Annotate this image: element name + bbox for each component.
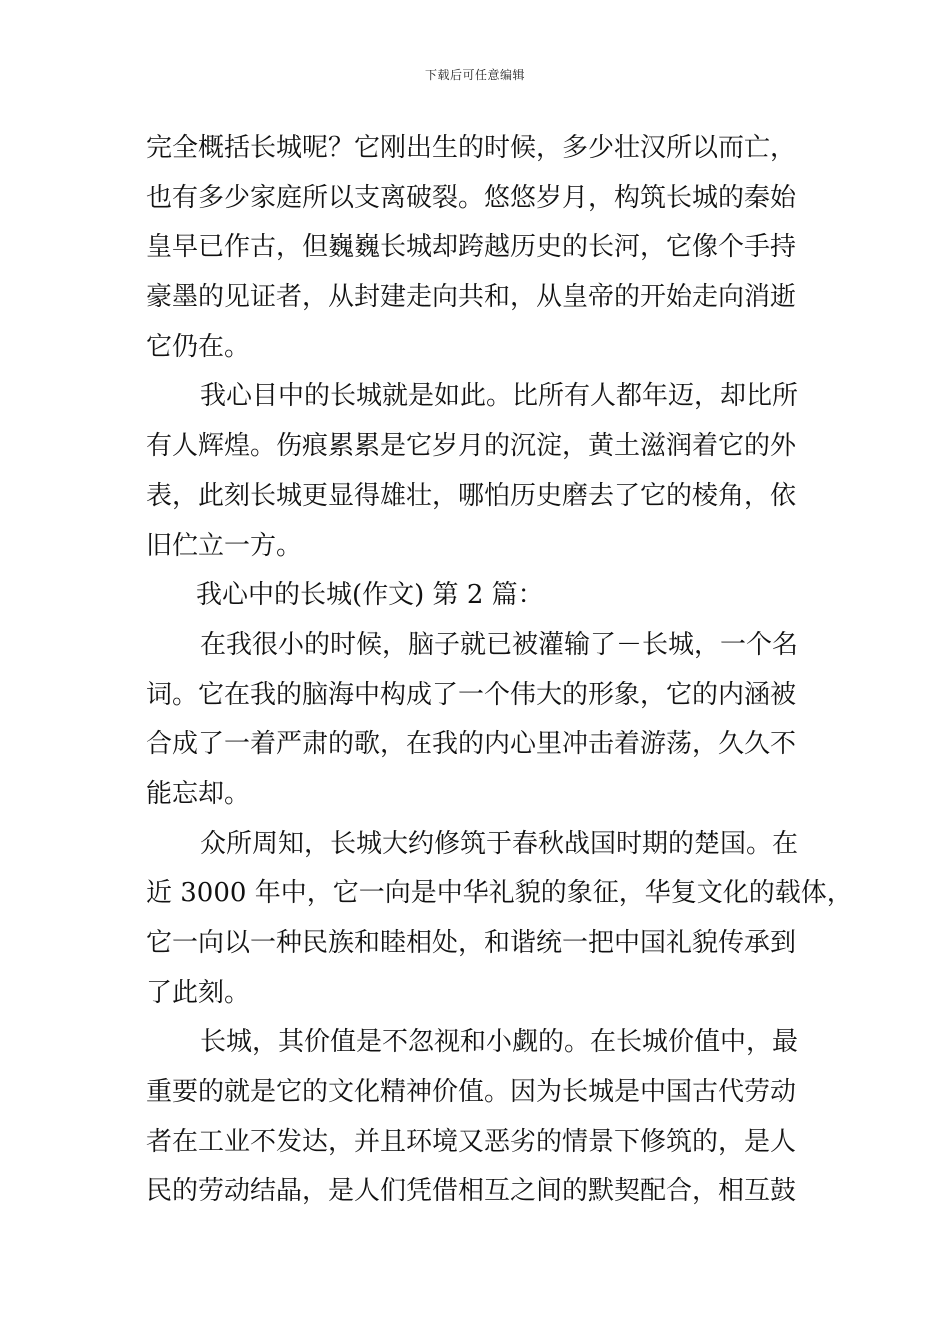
text-line: 也有多少家庭所以支离破裂。悠悠岁月，构筑长城的秦始: [146, 182, 797, 213]
paragraph-first-line: 众所周知，长城大约修筑于春秋战国时期的楚国。在: [200, 828, 799, 859]
text-line: 豪墨的见证者，从封建走向共和，从皇帝的开始走向消逝: [146, 282, 797, 313]
text-line: 者在工业不发达，并且环境又恶劣的情景下修筑的，是人: [146, 1126, 797, 1157]
text-line: 皇早已作古，但巍巍长城却跨越历史的长河，它像个手持: [146, 232, 797, 263]
text-line: 有人辉煌。伤痕累累是它岁月的沉淀，黄土滋润着它的外: [146, 431, 797, 462]
page-header: 下载后可任意编辑: [424, 68, 525, 82]
text-line: 合成了一着严肃的歌，在我的内心里冲击着游荡，久久不: [146, 729, 797, 760]
text-line: 了此刻。: [146, 977, 251, 1008]
section-heading: 我心中的长城(作文) 第 2 篇：: [196, 580, 544, 611]
text-line: 完全概括长城呢？它刚出生的时候，多少壮汉所以而亡，: [146, 133, 797, 163]
text-line: 旧伫立一方。: [146, 530, 303, 561]
text-line: 词。它在我的脑海中构成了一个伟大的形象，它的内涵被: [146, 679, 797, 710]
paragraph-first-line: 我心目中的长城就是如此。比所有人都年迈，却比所: [200, 381, 799, 412]
text-line: 近 3000 年中，它一向是中华礼貌的象征，华复文化的载体，: [146, 878, 853, 909]
paragraph-first-line: 长城，其价值是不忽视和小觑的。在长城价值中，最: [200, 1027, 799, 1058]
text-line: 它一向以一种民族和睦相处，和谐统一把中国礼貌传承到: [146, 928, 797, 958]
text-line: 民的劳动结晶，是人们凭借相互之间的默契配合，相互鼓: [146, 1176, 797, 1207]
text-line: 重要的就是它的文化精神价值。因为长城是中国古代劳动: [146, 1077, 797, 1108]
document-body: [146, 124, 853, 1217]
text-line: 表，此刻长城更显得雄壮，哪怕历史磨去了它的棱角，依: [146, 480, 797, 511]
paragraph-first-line: 在我很小的时候，脑子就已被灌输了－长城，一个名: [200, 629, 799, 660]
text-line: 它仍在。: [146, 331, 251, 362]
text-line: 能忘却。: [146, 778, 251, 809]
